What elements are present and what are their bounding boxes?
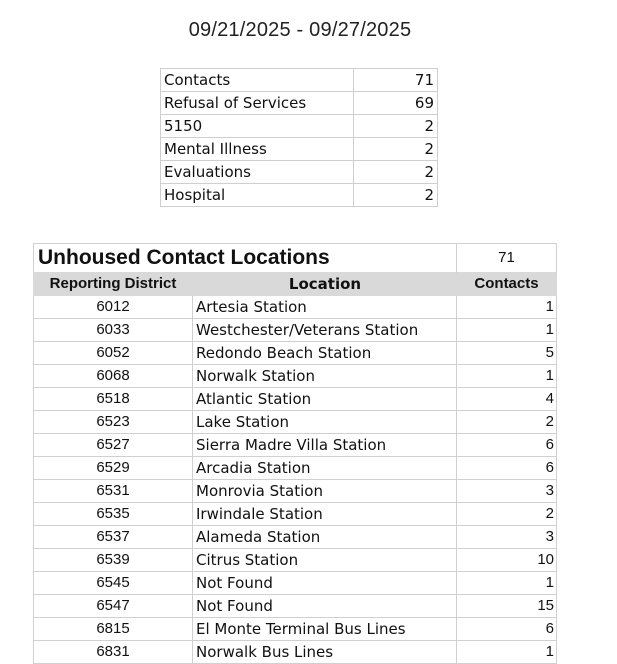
summary-value: 71 [354,69,438,92]
contact-locations-table [33,243,557,664]
summary-value: 69 [354,92,438,115]
district-cell: 6012 [34,296,193,319]
location-cell: Norwalk Station [193,365,457,388]
contacts-cell: 2 [457,503,557,526]
location-cell: Citrus Station [193,549,457,572]
table-row [34,365,557,388]
district-cell: 6815 [34,618,193,641]
location-cell: Alameda Station [193,526,457,549]
district-cell: 6537 [34,526,193,549]
location-cell: Artesia Station [193,296,457,319]
location-cell: Not Found [193,595,457,618]
contacts-cell: 1 [457,319,557,342]
contacts-cell: 1 [457,296,557,319]
location-cell: Westchester/Veterans Station [193,319,457,342]
header-reporting-district: Reporting District [34,273,193,296]
district-cell: 6535 [34,503,193,526]
location-cell: Arcadia Station [193,457,457,480]
district-cell: 6529 [34,457,193,480]
district-cell: 6527 [34,434,193,457]
location-cell: Lake Station [193,411,457,434]
location-cell: Not Found [193,572,457,595]
contacts-cell: 1 [457,572,557,595]
district-cell: 6547 [34,595,193,618]
summary-label: Hospital [161,184,354,207]
table-row [34,411,557,434]
district-cell: 6518 [34,388,193,411]
table-row [34,388,557,411]
locations-title-row [34,244,557,273]
district-cell: 6831 [34,641,193,664]
summary-label: Evaluations [161,161,354,184]
contacts-cell: 3 [457,526,557,549]
district-cell: 6545 [34,572,193,595]
table-row [34,457,557,480]
table-row [34,618,557,641]
district-cell: 6531 [34,480,193,503]
contacts-cell: 6 [457,434,557,457]
district-cell: 6052 [34,342,193,365]
location-cell: El Monte Terminal Bus Lines [193,618,457,641]
summary-row [161,69,438,92]
contacts-cell: 3 [457,480,557,503]
table-row [34,572,557,595]
header-contacts: Contacts [457,273,557,296]
table-row [34,296,557,319]
summary-row [161,184,438,207]
district-cell: 6033 [34,319,193,342]
contacts-cell: 2 [457,411,557,434]
location-cell: Norwalk Bus Lines [193,641,457,664]
contacts-cell: 4 [457,388,557,411]
date-range-title: 09/21/2025 - 09/27/2025 [188,19,412,41]
table-row [34,595,557,618]
contacts-cell: 6 [457,618,557,641]
table-row [34,549,557,572]
summary-row [161,138,438,161]
summary-row [161,92,438,115]
location-cell: Redondo Beach Station [193,342,457,365]
district-cell: 6539 [34,549,193,572]
table-row [34,434,557,457]
table-row [34,342,557,365]
summary-label: Contacts [161,69,354,92]
summary-table [160,68,438,207]
contacts-cell: 1 [457,641,557,664]
contacts-cell: 1 [457,365,557,388]
location-cell: Atlantic Station [193,388,457,411]
contacts-cell: 15 [457,595,557,618]
header-location: Location [193,273,457,296]
table-row [34,503,557,526]
summary-value: 2 [354,161,438,184]
summary-row [161,115,438,138]
summary-value: 2 [354,138,438,161]
district-cell: 6068 [34,365,193,388]
summary-label: Mental Illness [161,138,354,161]
location-cell: Monrovia Station [193,480,457,503]
locations-total: 71 [457,244,557,273]
district-cell: 6523 [34,411,193,434]
locations-title: Unhoused Contact Locations [34,244,457,273]
contacts-cell: 10 [457,549,557,572]
locations-header-row [34,273,557,296]
table-row [34,526,557,549]
table-row [34,641,557,664]
location-cell: Irwindale Station [193,503,457,526]
contacts-cell: 6 [457,457,557,480]
table-row [34,480,557,503]
summary-value: 2 [354,115,438,138]
summary-row [161,161,438,184]
summary-label: Refusal of Services [161,92,354,115]
summary-value: 2 [354,184,438,207]
summary-label: 5150 [161,115,354,138]
location-cell: Sierra Madre Villa Station [193,434,457,457]
contacts-cell: 5 [457,342,557,365]
table-row [34,319,557,342]
